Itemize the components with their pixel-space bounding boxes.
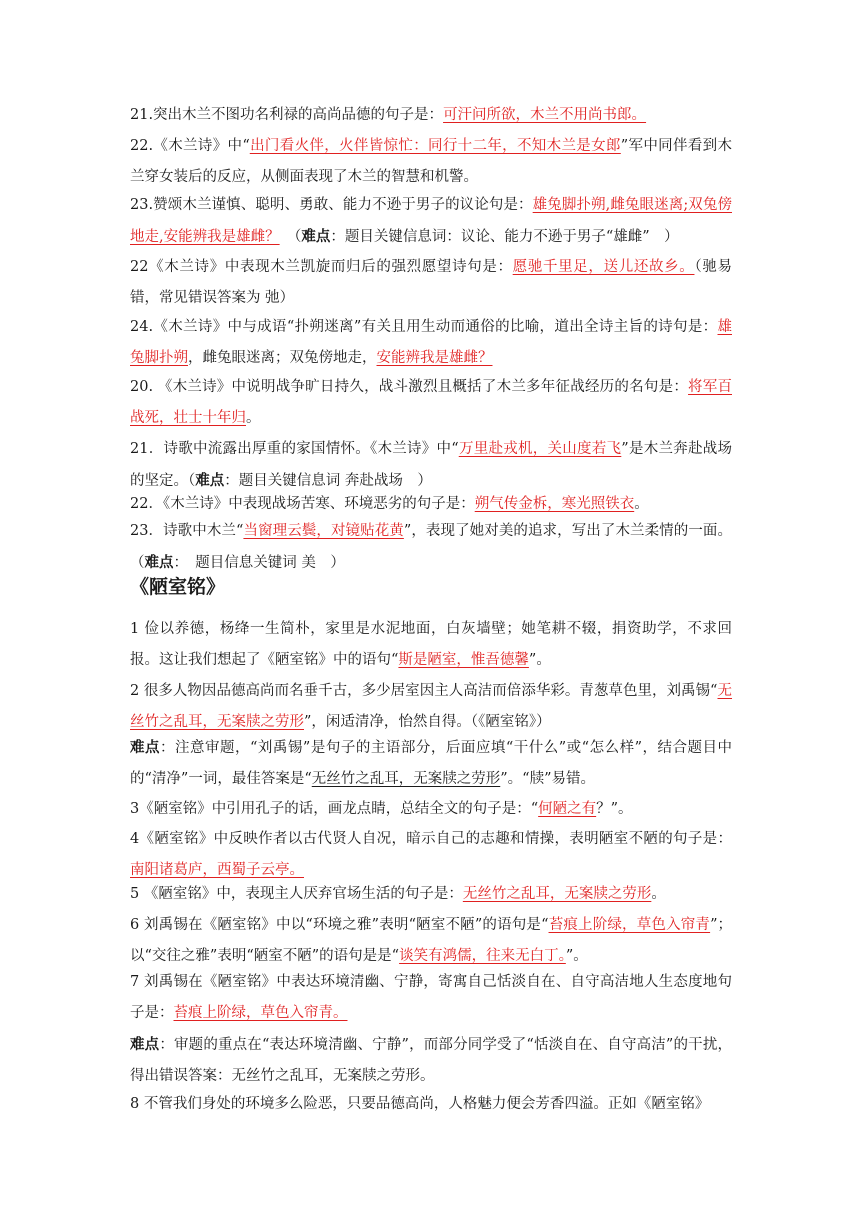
question-text: 5 《陋室铭》中，表现主人厌弃官场生活的句子是： <box>130 886 463 902</box>
answer-text: 安能辨我是雄雌？ <box>376 350 493 366</box>
question-text: 22.《木兰诗》中“ <box>130 138 250 154</box>
mulan-item-4 <box>130 252 732 314</box>
answer-text: 万里赴戎机，关山度若飞 <box>458 441 622 457</box>
answer-text: 南阳诸葛庐，西蜀子云亭。 <box>130 862 304 878</box>
answer-text: 将军百战死，壮士十年归 <box>130 379 732 426</box>
answer-text: 无丝竹之乱耳，无案牍之劳形 <box>130 683 733 730</box>
question-text: 。 <box>651 886 666 902</box>
difficulty-label: 难点 <box>130 1036 160 1053</box>
question-text: ”军中同伴看到木兰穿女装后的反应，从侧面表现了木兰的智慧和机警。 <box>130 138 732 185</box>
answer-text: 当窗理云鬓，对镜贴花黄 <box>243 523 404 539</box>
loushi-item-7 <box>130 910 732 972</box>
answer-text: 无丝竹之乱耳，无案牍之劳形 <box>462 886 652 902</box>
answer-text: 雄兔脚扑朔 <box>130 319 732 366</box>
question-text: ”是木兰奔赴战场的坚定。（ <box>130 441 732 489</box>
question-text: ，雌兔眼迷离；双兔傍地走， <box>188 350 377 366</box>
answer-text: 苔痕上阶绿，草色入帘青 <box>548 917 711 933</box>
question-text: 20. 《木兰诗》中说明战争旷日持久，战斗激烈且概括了木兰多年征战经历的名句是： <box>130 379 689 395</box>
loushi-item-2 <box>130 676 732 738</box>
question-text: 4《陋室铭》中反映作者以古代贤人自况，暗示自己的志趣和情操，表明陋室不陋的句子是： <box>130 831 732 847</box>
answer-text: 谈笑有鸿儒，往来无白丁。 <box>399 948 566 964</box>
question-text: 3《陋室铭》中引用孔子的话，画龙点睛，总结全文的句子是：“ <box>130 801 539 817</box>
loushi-item-4 <box>130 794 732 825</box>
loushi-item-5 <box>130 824 732 886</box>
question-text: ： 题目信息关键词 美 ） <box>173 555 345 571</box>
question-text: ”，闲适清净，怡然自得。（《陋室铭》） <box>304 714 551 730</box>
mulan-item-3 <box>130 190 732 253</box>
question-text: 。 <box>246 410 261 426</box>
difficulty-label: 难点 <box>130 739 161 756</box>
question-text: 23.赞颂木兰谨慎、聪明、勇敢、能力不逊于男子的议论句是： <box>130 197 533 213</box>
question-text: ：题目关键信息词 奔赴战场 ） <box>224 473 432 489</box>
loushi-item-6 <box>130 879 732 910</box>
question-text: 。 <box>634 496 649 512</box>
question-text: 21.突出木兰不图功名利禄的高尚品德的句子是： <box>130 107 444 123</box>
answer-text: 何陋之有 <box>538 801 597 817</box>
question-text: 22．《木兰诗》中表现战场苦寒、环境恶劣的句子是： <box>130 496 475 512</box>
difficulty-label: 难点 <box>301 228 331 245</box>
answer-text: 雄兔脚扑朔,雌兔眼迷离;双兔傍地走,安能辨我是雄雌？ <box>130 197 732 245</box>
question-text: 1 俭以养德，杨绛一生简朴，家里是水泥地面，白灰墙壁；她笔耕不辍，捐资助学，不求回报。这让我们想起了《陋室铭》中的语句“ <box>130 621 732 668</box>
section-heading-loushiming: 《陋室铭》 <box>130 576 226 598</box>
answer-text: 斯是陋室，惟吾德馨 <box>398 652 529 668</box>
mulan-item-6 <box>130 372 732 434</box>
difficulty-label: 难点 <box>195 472 225 489</box>
question-text: ”。 <box>565 948 588 964</box>
question-text: 23．诗歌中木兰“ <box>130 523 244 539</box>
question-text: 8 不管我们身处的环境多么险恶，只要品德高尚，人格魅力便会芳香四溢。正如《陋室铭》 <box>130 1096 710 1112</box>
answer-text: 朔气传金柝，寒光照铁衣 <box>474 496 635 512</box>
question-text: （ <box>279 229 302 245</box>
underlined-text: 无丝竹之乱耳，无案牍之劳形 <box>311 771 501 787</box>
question-text: 24.《木兰诗》中与成语“扑朔迷离”有关且用生动而通俗的比喻，道出全诗主旨的诗句是： <box>130 319 718 335</box>
mulan-item-9 <box>130 516 732 579</box>
question-text: 2 很多人物因品德高尚而名垂千古，多少居室因主人高洁而倍添华彩。青葱草色里，刘禹锡“ <box>130 683 718 699</box>
loushi-item-1 <box>130 614 732 676</box>
question-text: 6 刘禹锡在《陋室铭》中以“环境之雅”表明“陋室不陋”的语句是“ <box>130 917 549 933</box>
question-text: ？”。 <box>596 801 633 817</box>
mulan-item-1 <box>130 100 732 131</box>
question-text: 7 刘禹锡在《陋室铭》中表达环境清幽、宁静，寄寓自己恬淡自在、自守高洁地人生态度地句子是： <box>130 974 732 1021</box>
question-text: ：注意审题，“刘禹锡”是句子的主语部分，后面应填“干什么”或“怎么样”，结合题目中的“清净”一词，最佳答案是“ <box>130 740 733 787</box>
answer-text: 可汗问所欲，木兰不用尚书郎。 <box>443 107 647 123</box>
question-text: ”，表现了她对美的追求，写出了木兰柔情的一面。（ <box>130 523 732 571</box>
loushi-item-10 <box>130 1089 732 1120</box>
answer-text: 出门看火伴，火伴皆惊忙：同行十二年，不知木兰是女郎 <box>249 138 621 154</box>
question-text: 21．诗歌中流露出厚重的家国情怀。《木兰诗》中“ <box>130 441 459 457</box>
question-text: ：审题的重点在“表达环境清幽、宁静”，而部分同学受了“恬淡自在、自守高洁”的干扰，得出错误答案：无丝竹之乱耳，无案牍之劳形。 <box>130 1037 732 1084</box>
answer-text: 苔痕上阶绿，草色入帘青。 <box>173 1005 348 1021</box>
question-text: 22《木兰诗》中表现木兰凯旋而归后的强烈愿望诗句是： <box>130 259 513 275</box>
question-text: ”；以“交往之雅”表明“陋室不陋”的语句是是“ <box>130 917 733 964</box>
difficulty-label: 难点 <box>144 554 174 571</box>
mulan-item-5 <box>130 312 732 374</box>
question-text: ”。“牍”易错。 <box>500 771 595 787</box>
loushi-item-8 <box>130 967 732 1029</box>
loushi-item-3 <box>130 732 732 795</box>
question-text: ：题目关键信息词：议论、能力不逊于男子“雄雌” ） <box>330 229 679 245</box>
loushi-item-9 <box>130 1029 732 1092</box>
mulan-item-2 <box>130 131 732 193</box>
answer-text: 愿驰千里足，送儿还故乡。 <box>512 259 695 275</box>
question-text: （驰易错，常见错误答案为 弛） <box>130 259 733 306</box>
question-text: ”。 <box>528 652 551 668</box>
mulan-item-7 <box>130 434 732 497</box>
